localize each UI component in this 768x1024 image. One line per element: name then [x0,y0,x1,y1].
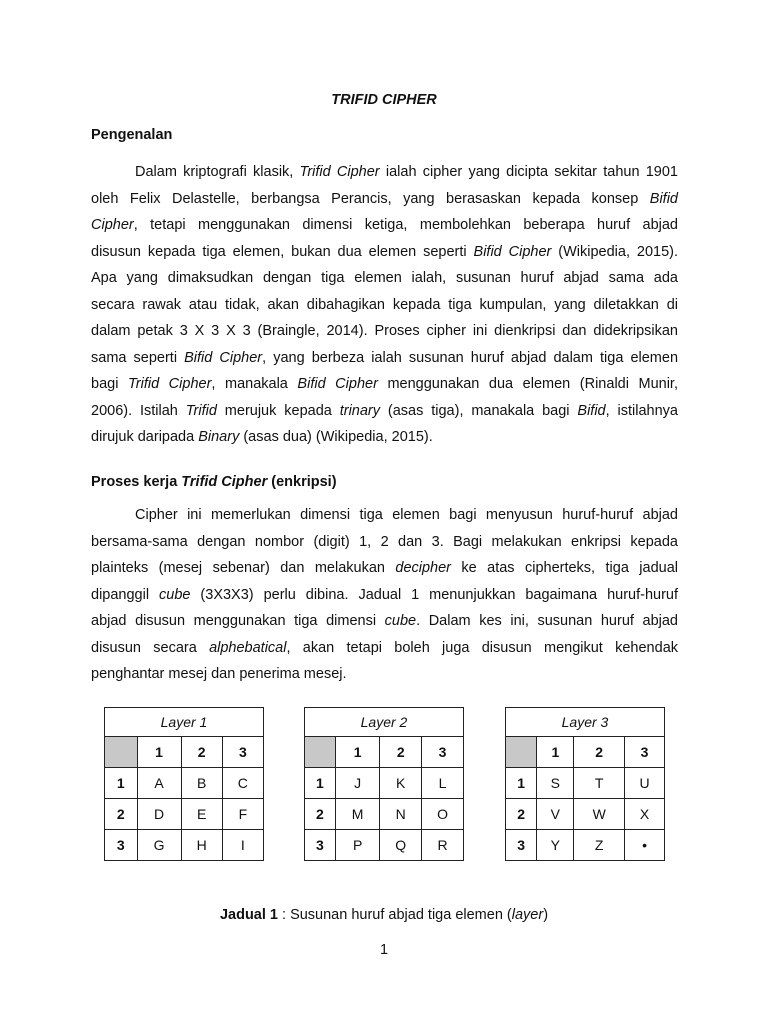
intro-line: dirujuk daripada Binary (asas dua) (Wikipedia, 2015). [91,429,433,445]
column-header: 2 [181,737,222,768]
letter-cell: W [574,799,625,830]
column-header: 3 [625,737,665,768]
letter-cell: Q [380,830,422,861]
column-header: 1 [137,737,181,768]
letter-cell: I [222,830,263,861]
process-line: disusun secara alphebatical, akan tetapi boleh juga disusun mengikut kehendak [91,639,679,656]
intro-line: secara rawak atau tidak, akan dibahagikan kepada tiga kumpulan, yang diletakkan di [91,296,678,313]
row-header: 1 [506,768,537,799]
intro-line: oleh Felix Delastelle, berbangsa Perancis, yang berasaskan kepada konsep Bifid [91,190,678,207]
letter-cell: B [181,768,222,799]
layer-table-2 [304,707,464,861]
process-line: Cipher ini memerlukan dimensi tiga elemen bagi menyusun huruf-huruf abjad [135,507,678,523]
process-line: dipanggil cube (3X3X3) perlu dibina. Jadual 1 menunjukkan bagaimana huruf-huruf [91,586,678,603]
table-row [305,830,464,861]
letter-cell: S [537,768,574,799]
row-header: 2 [105,799,138,830]
row-header: 3 [305,830,336,861]
column-header: 1 [537,737,574,768]
letter-cell: M [335,799,379,830]
letter-cell: A [137,768,181,799]
column-header: 2 [380,737,422,768]
letter-cell: K [380,768,422,799]
corner-cell [105,737,138,768]
intro-line: 2006). Istilah Trifid merujuk kepada trinary (asas tiga), manakala bagi Bifid, istilahnya [91,402,678,419]
letter-cell: E [181,799,222,830]
table-row [105,799,264,830]
letter-cell: R [422,830,464,861]
intro-line: Cipher, tetapi menggunakan dimensi ketiga, membolehkan beberapa huruf abjad [91,217,678,233]
letter-cell: Z [574,830,625,861]
layer-title: Layer 1 [105,708,264,737]
page-number: 1 [379,942,389,958]
intro-paragraph [91,159,678,451]
layer-tables [0,707,768,872]
letter-cell: Y [537,830,574,861]
layer-title: Layer 3 [506,708,665,737]
letter-cell: P [335,830,379,861]
letter-cell: J [335,768,379,799]
layer-table-3 [505,707,665,861]
corner-cell [506,737,537,768]
layer-title: Layer 2 [305,708,464,737]
table-row [506,799,665,830]
table-row [305,768,464,799]
row-header: 3 [105,830,138,861]
table-row [506,830,665,861]
letter-cell: G [137,830,181,861]
letter-cell: H [181,830,222,861]
section-heading-proses-kerja: Proses kerja Trifid Cipher (enkripsi) [91,474,337,490]
layer-table-1 [104,707,264,861]
column-header: 3 [422,737,464,768]
row-header: 2 [305,799,336,830]
process-line: penghantar mesej dan penerima mesej. [91,666,347,682]
row-header: 1 [105,768,138,799]
letter-cell: O [422,799,464,830]
letter-cell: F [222,799,263,830]
table-row [105,768,264,799]
caption-label: Jadual 1 [219,907,278,923]
column-header: 2 [574,737,625,768]
letter-cell: X [625,799,665,830]
column-header: 1 [335,737,379,768]
document-title: TRIFID CIPHER [331,92,437,108]
letter-cell: U [625,768,665,799]
intro-line: dalam petak 3 X 3 X 3 (Braingle, 2014). Proses cipher ini dienkripsi dan didekripsikan [91,323,678,339]
intro-line: sama seperti Bifid Cipher, yang berbeza ialah susunan huruf abjad dalam tiga elemen [91,349,679,366]
caption-text: : Susunan huruf abjad tiga elemen ( [277,907,512,923]
table-row [506,768,665,799]
process-line: plainteks (mesej sebenar) dan melakukan decipher ke atas cipherteks, tiga jadual [91,560,679,576]
caption-italic: layer [511,907,544,923]
section-heading-pengenalan: Pengenalan [91,127,173,143]
intro-line: disusun kepada tiga elemen, bukan dua elemen seperti Bifid Cipher (Wikipedia, 2015). [91,243,678,260]
intro-line: Apa yang dimaksudkan dengan tiga elemen ialah, susunan huruf abjad sama ada [91,270,678,286]
column-header: 3 [222,737,263,768]
letter-cell: L [422,768,464,799]
letter-cell: • [625,830,665,861]
corner-cell [305,737,336,768]
row-header: 3 [506,830,537,861]
table-caption [0,907,768,923]
process-line: bersama-sama dengan nombor (digit) 1, 2 dan 3. Bagi melakukan enkripsi kepada [91,533,678,550]
letter-cell: D [137,799,181,830]
letter-cell: C [222,768,263,799]
table-row [105,830,264,861]
caption-text-end: ) [543,907,549,923]
letter-cell: N [380,799,422,830]
process-line: abjad disusun menggunakan tiga dimensi cube. Dalam kes ini, susunan huruf abjad [91,613,678,629]
letter-cell: T [574,768,625,799]
intro-line: bagi Trifid Cipher, manakala Bifid Cipher menggunakan dua elemen (Rinaldi Munir, [91,376,678,392]
process-paragraph [91,502,678,688]
row-header: 2 [506,799,537,830]
table-row [305,799,464,830]
row-header: 1 [305,768,336,799]
intro-line: Dalam kriptografi klasik, Trifid Cipher ialah cipher yang dicipta sekitar tahun 1901 [135,164,678,180]
letter-cell: V [537,799,574,830]
